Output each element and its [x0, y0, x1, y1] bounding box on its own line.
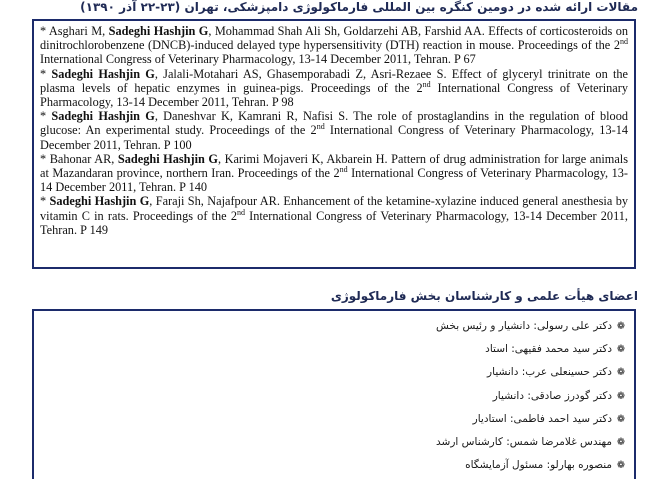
staff-list — [42, 315, 626, 477]
staff-section-heading: اعضای هیأت علمی و کارشناسان بخش فارماکولوژی — [330, 289, 638, 303]
flower-bullet-icon: ❁ — [616, 367, 626, 379]
paper-entry: * Sadeghi Hashjin G, Jalali-Motahari AS, Ghasemporabadi Z, Asri-Rezaee S. Effect of glyceryl trinitrate on the plasma levels of hepatic enzymes in guinea-pigs. Proceedings of the 2nd International Congress of Veterinary Pharmacology, 13-14 December 2011, Tehran. P 98 — [40, 66, 628, 110]
paper-entry: * Bahonar AR, Sadeghi Hashjin G, Karimi Mojaveri K, Akbarein H. Pattern of drug administration for large animals at Mazandaran province, northern Iran. Proceedings of the 2nd International Congress of Veterinary Pharmacology, 13-14 December 2011, Tehran. P 140 — [40, 151, 629, 195]
staff-item-text: دکتر علی رسولی: دانشیار و رئیس بخش — [436, 320, 612, 332]
flower-bullet-icon: ❁ — [616, 436, 626, 448]
staff-item-text: دکتر سید محمد فقیهی: استاد — [485, 343, 612, 356]
papers-box — [32, 19, 636, 269]
staff-item — [42, 385, 626, 408]
paper-entry: * Sadeghi Hashjin G, Daneshvar K, Kamrani R, Nafisi S. The role of prostaglandins in the regulation of blood glucose: An experimental study. Proceedings of the 2nd International Congress of Veterinary Pharmacology, 13-14 December 2011, Tehran. P 100 — [40, 109, 628, 152]
papers-section-heading: مقالات ارائه شده در دومین کنگره بین المللی فارماکولوژی دامپزشکی، تهران (۲۳-۲۲ آذر ۱۳۹۰) — [80, 0, 638, 14]
flower-bullet-icon: ❁ — [616, 460, 626, 472]
staff-item-text: مهندس غلامرضا شمس: کارشناس ارشد — [436, 435, 612, 448]
staff-item — [42, 431, 626, 454]
paper-entry: * Asghari M, Sadeghi Hashjin G, Mohammad Shah Ali Sh, Goldarzehi AB, Farshid AA. Effects of corticosteroids on dinitrochlorobenzene (DNCB)-induced delayed type hypersensitivity (DTH) reaction in mouse. Proceedings of the 2nd International Congress of Veterinary Pharmacology, 13-14 December 2011, Tehran. P 67 — [40, 24, 629, 67]
staff-item-text: دکتر گودرز صادقی: دانشیار — [492, 389, 612, 402]
staff-item-text: دکتر حسینعلی عرب: دانشیار — [487, 366, 612, 379]
staff-item — [42, 315, 626, 338]
staff-item-text: دکتر سید احمد فاطمی: استادیار — [472, 412, 612, 425]
staff-box — [32, 309, 636, 479]
flower-bullet-icon: ❁ — [616, 321, 626, 332]
staff-item — [42, 408, 626, 431]
staff-item — [42, 361, 626, 384]
flower-bullet-icon: ❁ — [616, 413, 626, 425]
staff-item — [42, 454, 626, 477]
staff-item — [42, 338, 626, 361]
flower-bullet-icon: ❁ — [616, 390, 626, 402]
paper-entry: * Sadeghi Hashjin G, Faraji Sh, Najafpour AR. Enhancement of the ketamine-xylazine induced general anesthesia by vitamin C in rats. Proceedings of the 2nd International Congress of Veterinary Pharmacology, 13-14 December 2011, Tehran. P 149 — [40, 194, 628, 237]
flower-bullet-icon: ❁ — [616, 344, 626, 356]
staff-item-text: منصوره بهارلو: مسئول آزمایشگاه — [465, 459, 612, 472]
